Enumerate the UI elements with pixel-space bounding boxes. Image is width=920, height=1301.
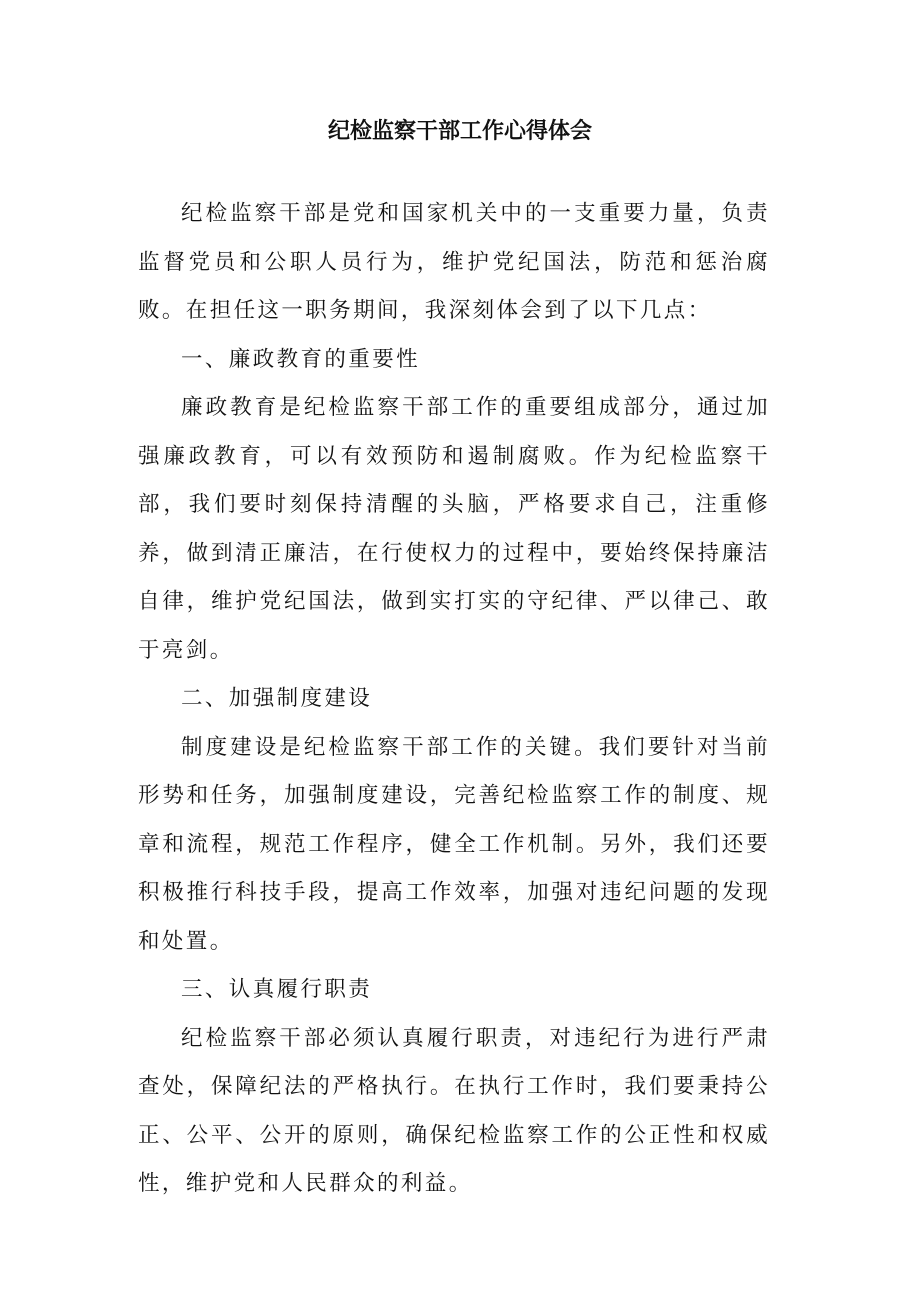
section-paragraph-2: 制度建设是纪检监察干部工作的关键。我们要针对当前形势和任务，加强制度建设，完善纪检监察工作的制度、规章和流程，规范工作程序，健全工作机制。另外，我们还要积极推行科技手段，提高工作效率，加强对违纪问题的发现和处置。 (138, 734, 770, 954)
section-heading-1: 一、廉政教育的重要性 (181, 346, 421, 372)
document-body (138, 190, 770, 1209)
intro-paragraph: 纪检监察干部是党和国家机关中的一支重要力量，负责监督党员和公职人员行为，维护党纪国法，防范和惩治腐败。在担任这一职务期间，我深刻体会到了以下几点： (138, 201, 770, 323)
section-heading-2: 二、加强制度建设 (181, 686, 373, 711)
section-paragraph-3: 纪检监察干部必须认真履行职责，对违纪行为进行严肃查处，保障纪法的严格执行。在执行工作时，我们要秉持公正、公平、公开的原则，确保纪检监察工作的公正性和权威性，维护党和人民群众的利益。 (138, 1025, 770, 1196)
section-heading-3: 三、认真履行职责 (181, 977, 373, 1002)
section-paragraph-1: 廉政教育是纪检监察干部工作的重要组成部分，通过加强廉政教育，可以有效预防和遏制腐败。作为纪检监察干部，我们要时刻保持清醒的头脑，严格要求自己，注重修养，做到清正廉洁，在行使权力的过程中，要始终保持廉洁自律，维护党纪国法，做到实打实的守纪律、严以律己、敢于亮剑。 (138, 395, 770, 663)
page-title: 纪检监察干部工作心得体会 (327, 119, 592, 144)
